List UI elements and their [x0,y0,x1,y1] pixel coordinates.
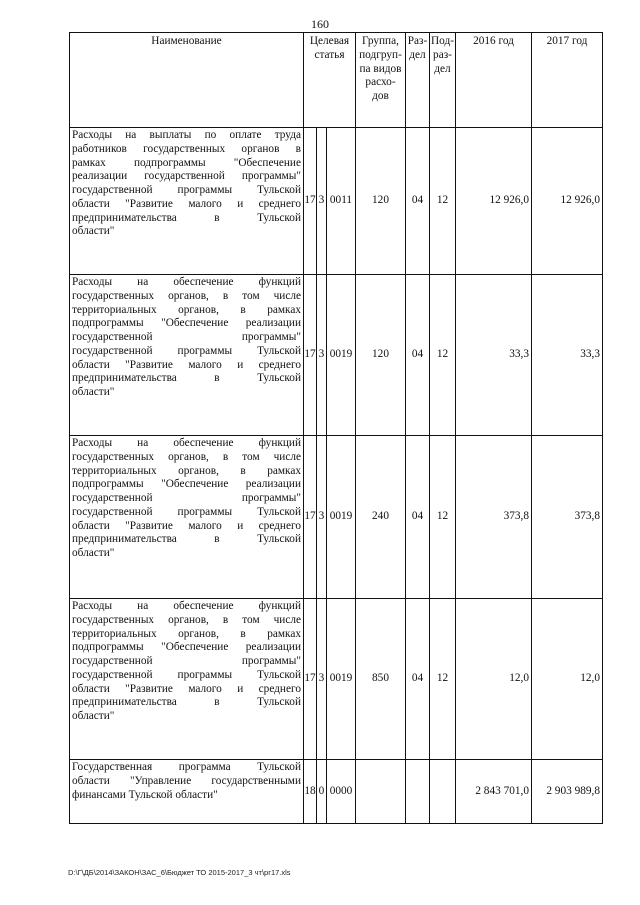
row-name-line: подпрограммы "Обеспечение реализации [72,317,301,330]
row-name-line: государственной программы" [72,331,301,344]
row-name-line: области" [72,710,115,723]
row-name-line: области "Развитие малого и среднего [72,519,301,532]
expense-group: 120 [356,128,406,275]
row-name [70,275,304,436]
row-name-line: Расходы на обеспечение функций [72,437,301,449]
table-row [70,275,603,436]
row-name-line: государственной программы" [72,492,301,505]
row-name-line: финансами Тульской области" [72,788,218,801]
expense-group: 120 [356,275,406,436]
amount-2016: 2 843 701,0 [456,760,532,824]
header-subsection: Под- раз- дел [430,33,456,128]
target-article-subprogram: 3 [317,128,327,275]
row-name-line: предпринимательства в Тульской [72,372,301,385]
target-article-subprogram: 0 [317,760,327,824]
row-name-line: государственных органов, в том числе [72,613,301,626]
row-name-line: Государственная программа Тульской [72,761,301,773]
row-name-line: государственной программы" [72,655,301,668]
row-name-line: Расходы на выплаты по оплате труда [72,129,301,141]
target-article-program: 17 [304,599,317,760]
header-year-2016: 2016 год [456,33,532,128]
subsection-code: 12 [430,128,456,275]
table-row [70,599,603,760]
amount-2017: 33,3 [532,275,603,436]
row-name-line: государственных органов, в том числе [72,289,301,302]
target-article-subprogram: 3 [317,275,327,436]
row-name-line: области" [72,547,115,560]
table-row [70,436,603,599]
table-header-row [70,33,603,128]
amount-2016: 33,3 [456,275,532,436]
row-name-line: области" [72,225,115,238]
row-name-line: области" [72,386,115,399]
row-name-line: Расходы на обеспечение функций [72,600,301,612]
target-article-program: 17 [304,128,317,275]
target-article-program: 17 [304,436,317,599]
row-name-line: области "Развитие малого и среднего [72,682,301,695]
header-expense-group: Группа, подгруп- па видов расхо- дов [356,33,406,128]
row-name-line: предпринимательства в Тульской [72,211,301,224]
footer-file-path: D:\Г\ДБ\2014\ЗАКОН\ЗАС_6\Бюджет ТО 2015-2017_3 чт\рг17.xls [68,868,291,877]
row-name-line: области "Управление государственными [72,774,301,787]
row-name [70,436,304,599]
header-section: Раз- дел [406,33,430,128]
amount-2016: 12,0 [456,599,532,760]
row-name-line: предпринимательства в Тульской [72,696,301,709]
row-name [70,760,304,824]
header-target-article: Целевая статья [304,33,356,128]
row-name-line: подпрограммы "Обеспечение реализации [72,641,301,654]
budget-table [69,32,603,824]
row-name-line: реализации государственной программы" [72,170,301,183]
amount-2017: 12 926,0 [532,128,603,275]
expense-group [356,760,406,824]
subsection-code: 12 [430,599,456,760]
section-code: 04 [406,599,430,760]
section-code [406,760,430,824]
row-name-line: государственной программы Тульской [72,344,301,357]
header-year-2017: 2017 год [532,33,603,128]
subsection-code: 12 [430,436,456,599]
target-article-direction: 0000 [327,760,356,824]
row-name-line: Расходы на обеспечение функций [72,276,301,288]
row-name-line: рамках подпрограммы "Обеспечение [72,156,301,169]
row-name [70,128,304,275]
subsection-code: 12 [430,275,456,436]
section-code: 04 [406,128,430,275]
target-article-subprogram: 3 [317,599,327,760]
amount-2017: 12,0 [532,599,603,760]
subsection-code [430,760,456,824]
expense-group: 850 [356,599,406,760]
table-row [70,760,603,824]
row-name-line: территориальных органов, в рамках [72,464,301,477]
page-number: 160 [311,17,329,31]
row-name-line: территориальных органов, в рамках [72,303,301,316]
row-name-line: государственной программы Тульской [72,505,301,518]
section-code: 04 [406,275,430,436]
row-name [70,599,304,760]
amount-2017: 373,8 [532,436,603,599]
row-name-line: территориальных органов, в рамках [72,627,301,640]
row-name-line: государственной программы Тульской [72,184,301,197]
target-article-direction: 0019 [327,436,356,599]
amount-2017: 2 903 989,8 [532,760,603,824]
row-name-line: области "Развитие малого и среднего [72,358,301,371]
row-name-line: государственных органов, в том числе [72,450,301,463]
header-name: Наименование [70,33,304,128]
row-name-line: работников государственных органов в [72,142,301,155]
table-row [70,128,603,275]
row-name-line: государственной программы Тульской [72,668,301,681]
target-article-program: 18 [304,760,317,824]
expense-group: 240 [356,436,406,599]
row-name-line: предпринимательства в Тульской [72,533,301,546]
row-name-line: подпрограммы "Обеспечение реализации [72,478,301,491]
target-article-direction: 0019 [327,275,356,436]
amount-2016: 12 926,0 [456,128,532,275]
amount-2016: 373,8 [456,436,532,599]
target-article-program: 17 [304,275,317,436]
target-article-direction: 0011 [327,128,356,275]
target-article-direction: 0019 [327,599,356,760]
section-code: 04 [406,436,430,599]
row-name-line: области "Развитие малого и среднего [72,197,301,210]
target-article-subprogram: 3 [317,436,327,599]
